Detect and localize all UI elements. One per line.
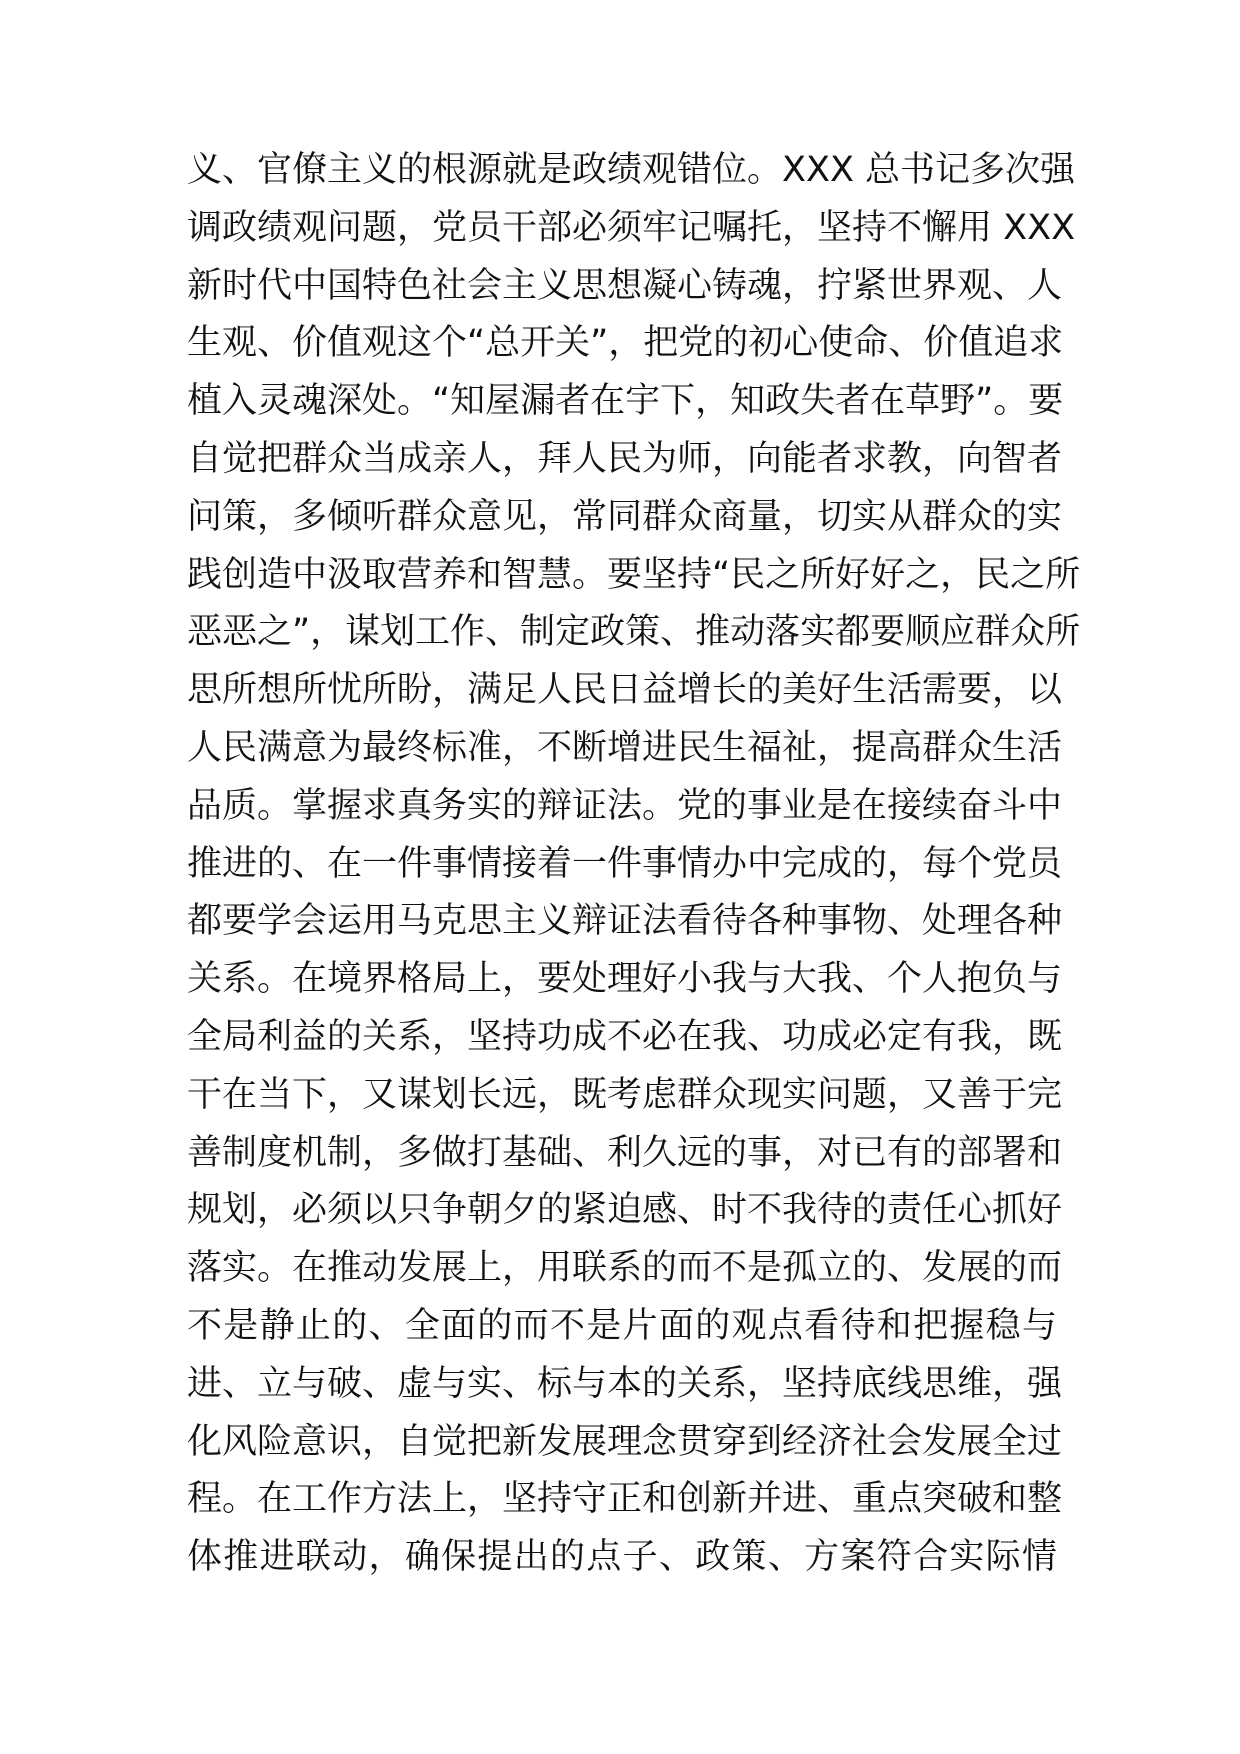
body-paragraph [187, 142, 1081, 1587]
text-line: 植入灵魂深处。“知屋漏者在宇下，知政失者在草野”。要 [187, 381, 1064, 422]
text-line: 自觉把群众当成亲人，拜人民为师，向能者求教，向智者 [187, 438, 1063, 479]
text-line: 践创造中汲取营养和智慧。要坚持“民之所好好之，民之所 [187, 554, 1081, 595]
text-line: 规划，必须以只争朝夕的紧迫感、时不我待的责任心抓好 [187, 1190, 1063, 1231]
text-line: 问策，多倾听群众意见，常同群众商量，切实从群众的实 [187, 496, 1063, 537]
text-line: 化风险意识，自觉把新发展理念贯穿到经济社会发展全过 [187, 1421, 1063, 1462]
text-line: 落实。在推动发展上，用联系的而不是孤立的、发展的而 [187, 1248, 1063, 1289]
text-line: 都要学会运用马克思主义辩证法看待各种事物、处理各种 [187, 901, 1063, 942]
text-line: 推进的、在一件事情接着一件事情办中完成的，每个党员 [187, 843, 1063, 884]
text-line: 不是静止的、全面的而不是片面的观点看待和把握稳与 [187, 1305, 1057, 1346]
text-line: 调政绩观问题，党员干部必须牢记嘱托，坚持不懈用 XXX [187, 207, 1076, 248]
text-line: 人民满意为最终标准，不断增进民生福祉，提高群众生活 [187, 727, 1063, 768]
text-line: 全局利益的关系，坚持功成不必在我、功成必定有我，既 [187, 1016, 1063, 1057]
text-line: 新时代中国特色社会主义思想凝心铸魂，拧紧世界观、人 [187, 265, 1063, 306]
text-line: 干在当下，又谋划长远，既考虑群众现实问题，又善于完 [187, 1074, 1063, 1115]
text-line: 关系。在境界格局上，要处理好小我与大我、个人抱负与 [187, 959, 1063, 1000]
text-line: 义、官僚主义的根源就是政绩观错位。XXX 总书记多次强 [187, 150, 1076, 190]
text-line: 体推进联动，确保提出的点子、政策、方案符合实际情 [187, 1537, 1057, 1578]
text-line: 程。在工作方法上，坚持守正和创新并进、重点突破和整 [187, 1479, 1063, 1520]
text-line: 品质。掌握求真务实的辩证法。党的事业是在接续奋斗中 [187, 785, 1063, 826]
text-line: 思所想所忧所盼，满足人民日益增长的美好生活需要，以 [187, 670, 1063, 711]
text-line: 善制度机制，多做打基础、利久远的事，对已有的部署和 [187, 1132, 1063, 1173]
text-line: 生观、价值观这个“总开关”，把党的初心使命、价值追求 [187, 323, 1064, 364]
text-line: 恶恶之”，谋划工作、制定政策、推动落实都要顺应群众所 [187, 612, 1081, 653]
text-line: 进、立与破、虚与实、标与本的关系，坚持底线思维，强 [187, 1363, 1063, 1404]
